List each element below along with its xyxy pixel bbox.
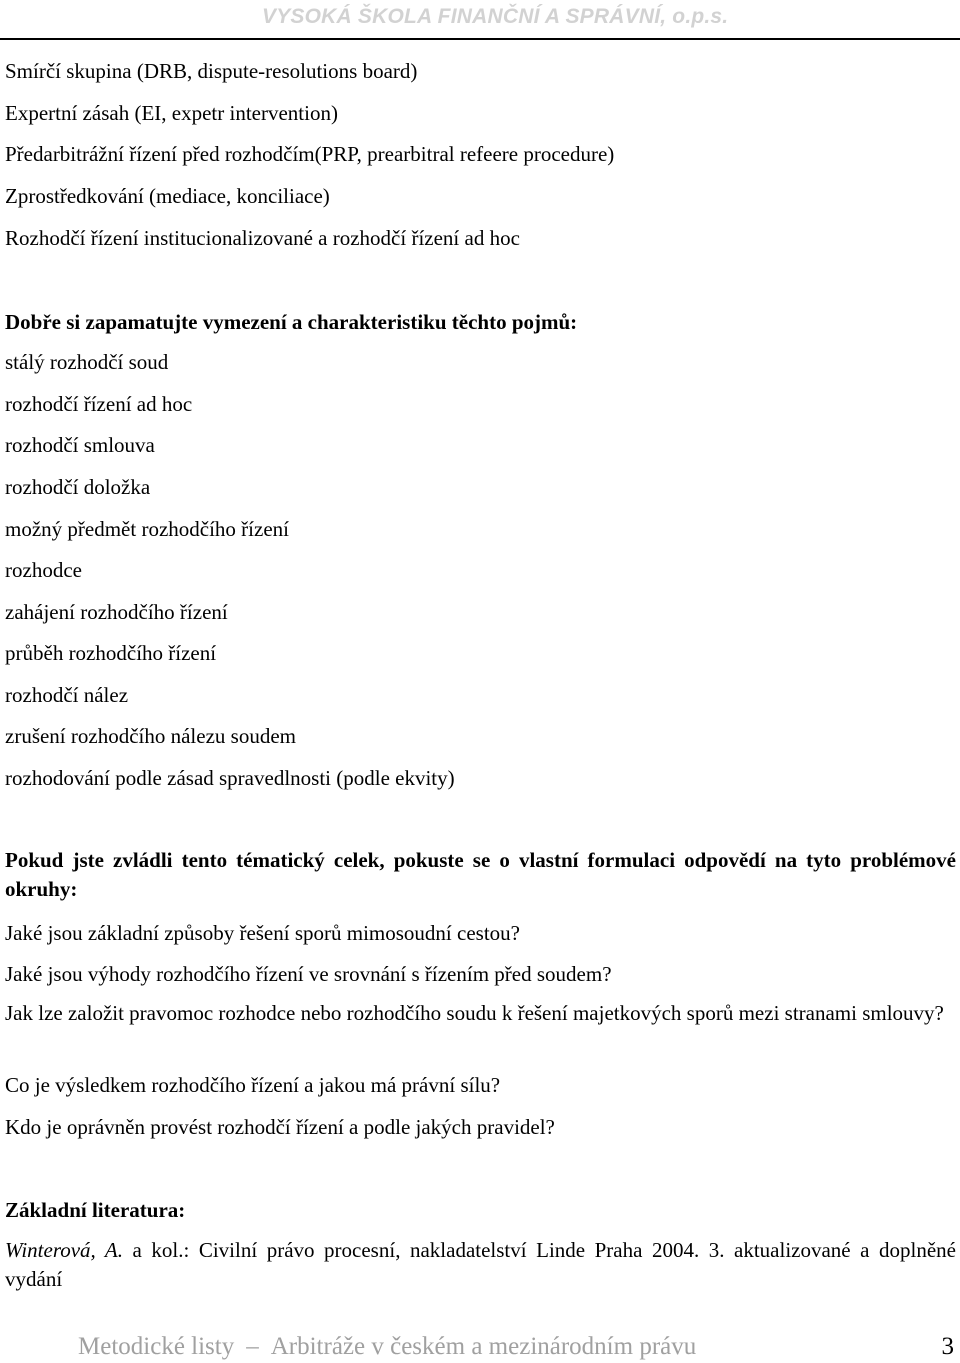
header-divider <box>0 38 960 40</box>
intro-list-item: Rozhodčí řízení institucionalizované a rozhodčí řízení ad hoc <box>5 226 520 250</box>
term-item: rozhodování podle zásad spravedlnosti (podle ekvity) <box>5 766 455 790</box>
question-item: Jaké jsou výhody rozhodčího řízení ve srovnání s řízením před soudem? <box>5 962 612 986</box>
term-item: rozhodčí doložka <box>5 475 151 499</box>
literature-entry <box>5 1236 956 1294</box>
intro-list-item: Zprostředkování (mediace, konciliace) <box>5 184 330 208</box>
term-item: průběh rozhodčího řízení <box>5 641 217 665</box>
intro-list-item: Smírčí skupina (DRB, dispute-resolutions board) <box>5 59 418 83</box>
term-item: rozhodčí nález <box>5 683 129 707</box>
term-item: rozhodce <box>5 558 82 582</box>
footer-title <box>78 1331 696 1363</box>
intro-list-item: Expertní zásah (EI, expetr intervention) <box>5 101 338 125</box>
terms-heading: Dobře si zapamatujte vymezení a charakteristiku těchto pojmů: <box>5 310 578 334</box>
intro-list-item: Předarbitrážní řízení před rozhodčím(PRP, prearbitral refeere procedure) <box>5 142 615 166</box>
footer-separator: – <box>246 1333 259 1360</box>
question-item: Jaké jsou základní způsoby řešení sporů mimosoudní cestou? <box>5 921 520 945</box>
question-item: Jak lze založit pravomoc rozhodce nebo rozhodčího soudu k řešení majetkových sporů mezi stranami smlouvy? <box>5 1001 944 1025</box>
question-item: Kdo je oprávněn provést rozhodčí řízení a podle jakých pravidel? <box>5 1115 555 1139</box>
term-item: možný předmět rozhodčího řízení <box>5 517 289 541</box>
literature-details: a kol.: Civilní právo procesní, nakladatelství Linde Praha 2004. 3. aktualizované a doplněné vydání <box>5 1238 956 1291</box>
question-item: Co je výsledkem rozhodčího řízení a jakou má právní sílu? <box>5 1073 501 1097</box>
questions-heading: Pokud jste zvládli tento tématický celek, pokuste se o vlastní formulaci odpovědí na tyto problémové okruhy: <box>5 848 956 901</box>
term-item: stálý rozhodčí soud <box>5 350 169 374</box>
footer-left-text: Metodické listy <box>78 1333 235 1360</box>
term-item: zrušení rozhodčího nálezu soudem <box>5 724 296 748</box>
literature-author: Winterová, A. <box>5 1238 124 1262</box>
header-school-name: VYSOKÁ ŠKOLA FINANČNÍ A SPRÁVNÍ, o.p.s. <box>262 5 729 28</box>
footer-right-text: Arbitráže v českém a mezinárodním právu <box>270 1333 697 1360</box>
page-number: 3 <box>941 1333 954 1360</box>
term-item: rozhodčí řízení ad hoc <box>5 392 193 416</box>
term-item: zahájení rozhodčího řízení <box>5 600 228 624</box>
term-item: rozhodčí smlouva <box>5 433 155 457</box>
literature-heading: Základní literatura: <box>5 1198 186 1222</box>
